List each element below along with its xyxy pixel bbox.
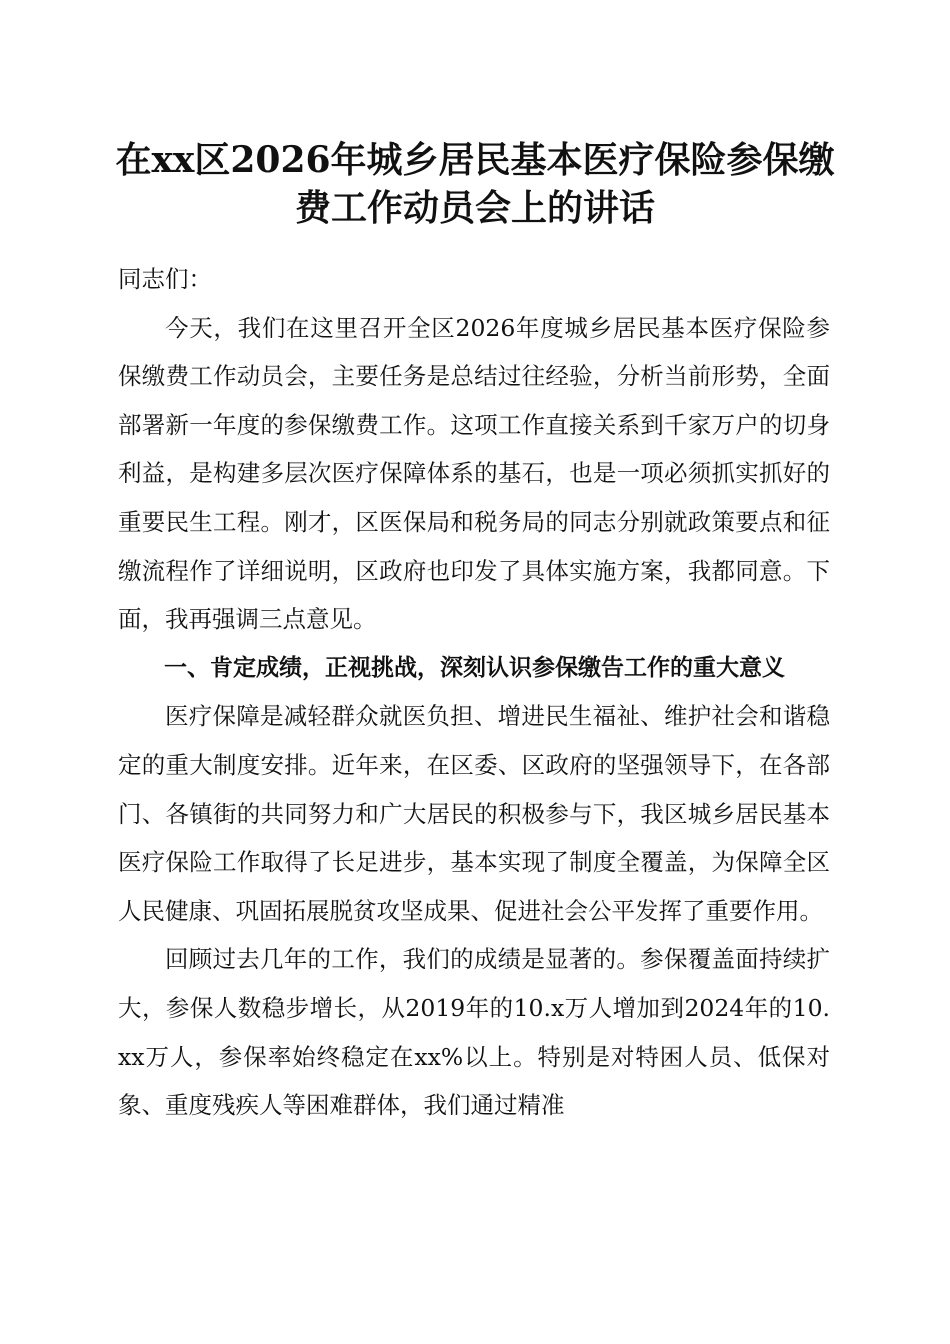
section-heading-1: 一、肯定成绩，正视挑战，深刻认识参保缴告工作的重大意义 (164, 654, 785, 681)
title-line-2: 费工作动员会上的讲话 (294, 187, 655, 229)
paragraph-significance: 医疗保障是减轻群众就医负担、增进民生福祉、维护社会和谐稳定的重大制度安排。近年来，在区委、区政府的坚强领导下，在各部门、各镇街的共同努力和广大居民的积极参与下，我区城乡居民基本医疗保险工作取得了长足进步，基本实现了制度全覆盖，为保障全区人民健康、巩固拓展脱贫攻坚成果、促进社会公平发挥了重要作用。 (118, 702, 830, 925)
paragraph-review: 回顾过去几年的工作，我们的成绩是显著的。参保覆盖面持续扩大，参保人数稳步增长，从2019年的10.x万人增加到2024年的10.xx万人，参保率始终稳定在xx%以上。特别是对特困人员、低保对象、重度残疾人等困难群体，我们通过精准 (118, 945, 830, 1120)
title-line-1: 在xx区2026年城乡居民基本医疗保险参保缴 (115, 139, 835, 181)
paragraph-intro: 今天，我们在这里召开全区2026年度城乡居民基本医疗保险参保缴费工作动员会，主要任务是总结过往经验，分析当前形势，全面部署新一年度的参保缴费工作。这项工作直接关系到千家万户的切身利益，是构建多层次医疗保障体系的基石，也是一项必须抓实抓好的重要民生工程。刚才，区医保局和税务局的同志分别就政策要点和征缴流程作了详细说明，区政府也印发了具体实施方案，我都同意。下面，我再强调三点意见。 (118, 313, 830, 634)
document-body (118, 255, 830, 1130)
document-title (100, 136, 850, 232)
salutation: 同志们： (118, 265, 212, 293)
